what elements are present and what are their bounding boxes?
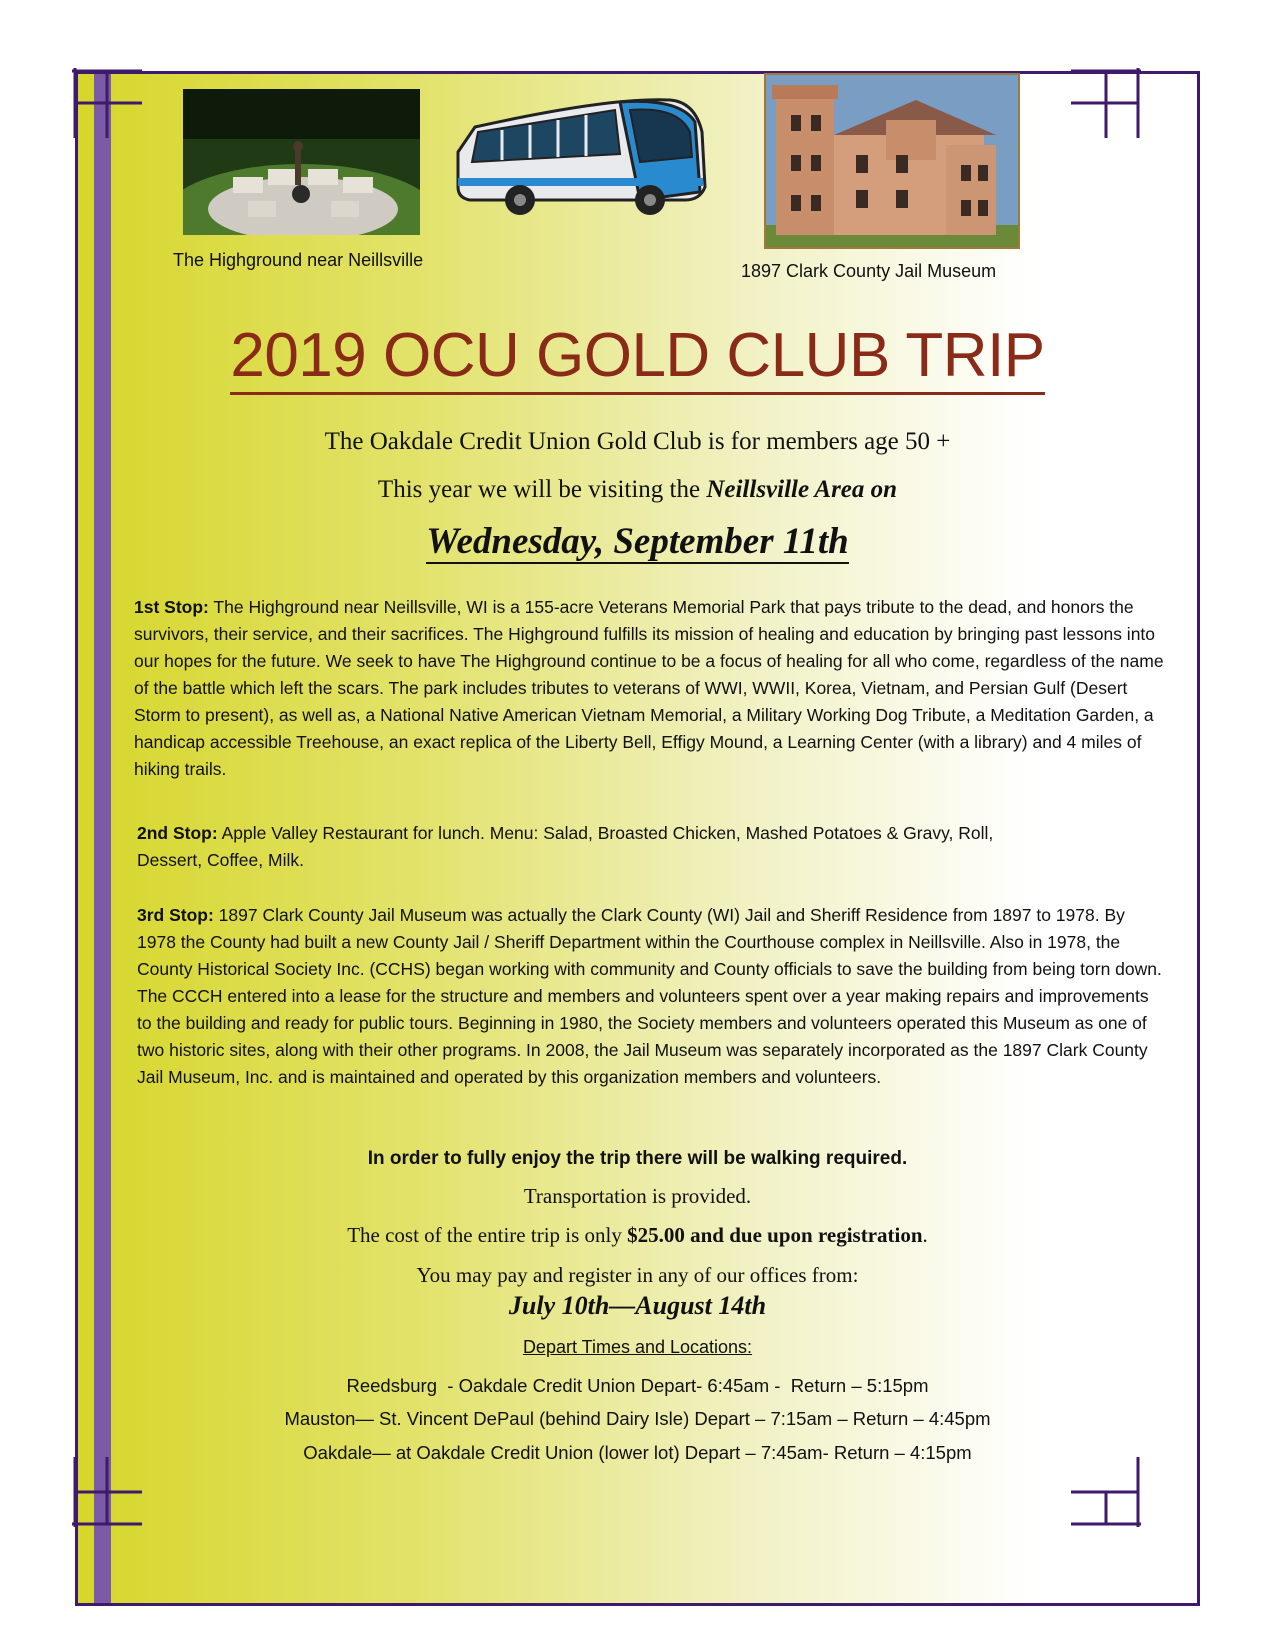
registration-note: You may pay and register in any of our offices from: [416, 1263, 859, 1287]
cost-suffix: . [922, 1223, 928, 1247]
jail-museum-photo [764, 73, 1020, 249]
corner-ornament-top-left [72, 68, 142, 138]
jail-museum-caption: 1897 Clark County Jail Museum [741, 261, 997, 281]
intro-line-2 [0, 476, 1275, 504]
departure-mauston: Mauston— St. Vincent DePaul (behind Dairy Isle) Depart – 7:15am – Return – 4:45pm [284, 1408, 991, 1429]
trip-date [0, 520, 1275, 563]
transportation-note: Transportation is provided. [523, 1184, 752, 1208]
stop-1-text: The Highground near Neillsville, WI is a 155-acre Veterans Memorial Park that pays tribute to the dead, and honors the survivors, their service, and their sacrifices. The Highground fulfills its mission of healing and education by bringing past lessons into our hopes for the future. We seek to have The Highground continue to be a focus of healing for all who come, regardless of the name of the battle which left the scars. The park includes tributes to veterans of WWI, WWII, Korea, Vietnam, and Persian Gulf (Desert Storm to present), as well as, a National Native American Vietnam Memorial, a Military Working Dog Tribute, a Meditation Garden, a handicap accessible Treehouse, an exact replica of the Liberty Bell, Effigy Mound, a Learning Center (with a library) and 4 miles of hiking trails. [134, 597, 1164, 779]
highground-photo [183, 89, 420, 235]
stop-1-label: 1st Stop: [134, 597, 209, 617]
cost-prefix: The cost of the entire trip is only [347, 1223, 628, 1247]
intro-line-2-emphasis: Neillsville Area on [706, 476, 898, 503]
stop-2-label: 2nd Stop: [137, 823, 218, 843]
cost-line [0, 1223, 1275, 1248]
departure-reedsburg: Reedsburg - Oakdale Credit Union Depart- 6:45am - Return – 5:15pm [346, 1375, 929, 1396]
registration-dates: July 10th—August 14th [508, 1291, 767, 1320]
depart-heading-text: Depart Times and Locations: [522, 1337, 753, 1357]
cost-emphasis: $25.00 and due upon registration [627, 1223, 923, 1247]
walking-notice: In order to fully enjoy the trip there will be walking required. [367, 1148, 908, 1169]
corner-ornament-bottom-left [72, 1457, 142, 1527]
stop-1-paragraph [134, 594, 1164, 783]
page-title [0, 320, 1275, 391]
corner-ornament-top-right [1071, 68, 1141, 138]
highground-caption: The Highground near Neillsville [173, 250, 424, 270]
trip-date-text: Wednesday, September 11th [426, 521, 849, 562]
depart-heading [0, 1337, 1275, 1358]
intro-line-1: The Oakdale Credit Union Gold Club is for members age 50 + [324, 428, 951, 455]
stop-2-paragraph [137, 820, 1037, 874]
corner-ornament-bottom-right [1071, 1457, 1141, 1527]
bus-illustration [450, 92, 710, 222]
stop-2-text: Apple Valley Restaurant for lunch. Menu: Salad, Broasted Chicken, Mashed Potatoes & Gravy, Roll, Dessert, Coffee, Milk. [137, 823, 994, 870]
departure-oakdale: Oakdale— at Oakdale Credit Union (lower lot) Depart – 7:45am- Return – 4:15pm [303, 1442, 972, 1463]
stop-3-text: 1897 Clark County Jail Museum was actually the Clark County (WI) Jail and Sheriff Residence from 1897 to 1978. By 1978 the County had built a new County Jail / Sheriff Department within the Courthouse complex in Neillsville. Also in 1978, the County Historical Society Inc. (CCHS) began working with community and County officials to save the building from being torn down. The CCCH entered into a lease for the structure and members and volunteers spent over a year making repairs and improvements to the building and ready for public tours. Beginning in 1980, the Society members and volunteers operated this Museum as one of two historic sites, along with their other programs. In 2008, the Jail Museum was separately incorporated as the 1897 Clark County Jail Museum, Inc. and is maintained and operated by this organization members and volunteers. [137, 905, 1162, 1087]
intro-line-2-prefix: This year we will be visiting the [377, 476, 707, 503]
title-text: 2019 OCU GOLD CLUB TRIP [230, 321, 1044, 395]
stop-3-label: 3rd Stop: [137, 905, 214, 925]
stop-3-paragraph [137, 902, 1167, 1091]
